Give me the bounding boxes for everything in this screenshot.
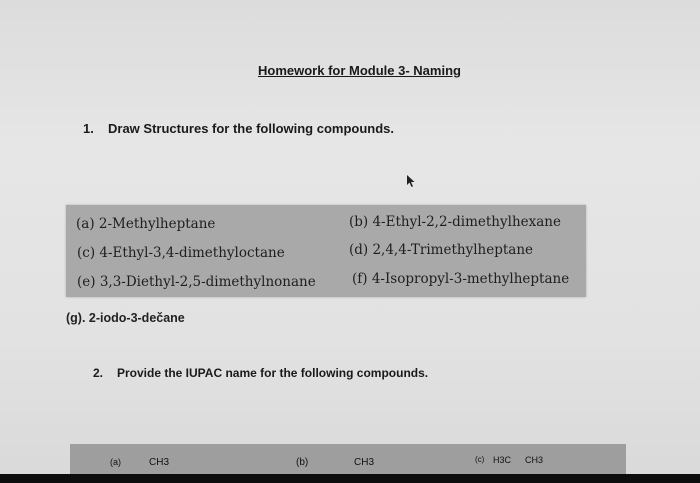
page-title: Homework for Module 3- Naming (258, 63, 461, 78)
structure-a-label: (a) (110, 457, 121, 467)
structure-c-right-group: CH3 (525, 455, 544, 465)
question-2 (93, 366, 428, 380)
compound-e: (e) 3,3-Diethyl-2,5-dimethylnonane (77, 274, 316, 290)
mouse-cursor-icon (406, 174, 416, 188)
question-2-number: 2. (93, 366, 104, 380)
question-1-text: Draw Structures for the following compounds. (108, 121, 395, 136)
structure-c-left-group: H3C (493, 455, 512, 465)
structure-b-label: (b) (296, 457, 309, 468)
structure-a-group: CH3 (149, 457, 170, 468)
structure-b-group: CH3 (354, 457, 375, 468)
compound-g: (g). 2-iodo-3-dečane (66, 311, 185, 325)
structures-strip (70, 444, 626, 474)
compound-list-box (66, 205, 586, 297)
compound-a: (a) 2-Methylheptane (76, 216, 216, 232)
structure-c-label: (c) (475, 455, 485, 464)
compound-b: (b) 4-Ethyl-2,2-dimethylhexane (349, 214, 561, 230)
compound-f: (f) 4-Isopropyl-3-methylheptane (352, 271, 570, 287)
question-1-number: 1. (83, 121, 94, 136)
compound-d: (d) 2,4,4-Trimethylheptane (349, 242, 534, 258)
question-2-text: Provide the IUPAC name for the following compounds. (117, 366, 429, 380)
bottom-edge (0, 474, 700, 483)
question-1 (83, 121, 394, 136)
compound-c: (c) 4-Ethyl-3,4-dimethyloctane (77, 245, 285, 261)
